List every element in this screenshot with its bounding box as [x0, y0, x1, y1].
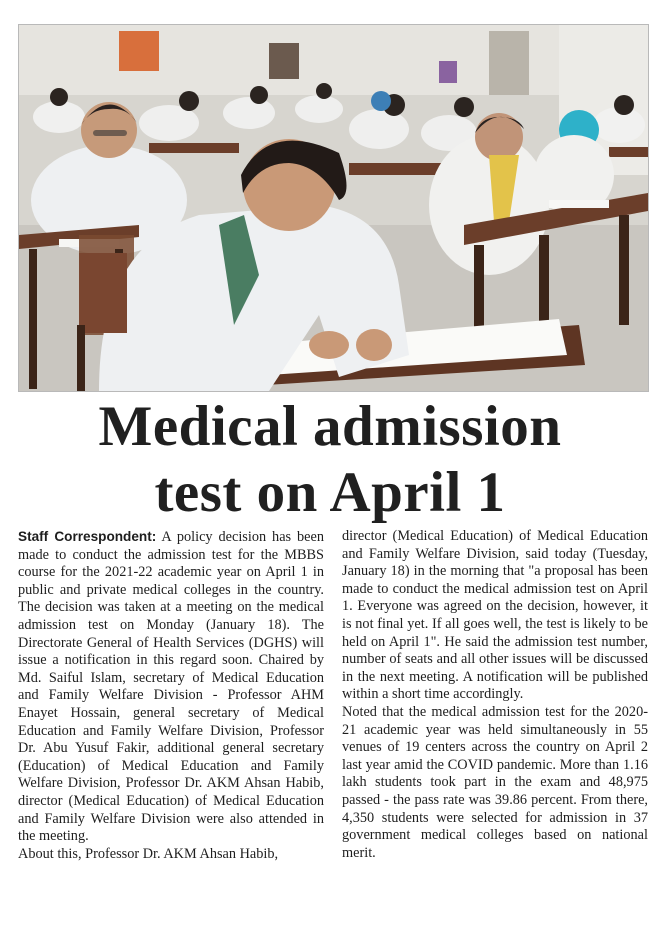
paragraph: About this, Professor Dr. AKM Ahsan Habib, — [18, 845, 279, 862]
column-right — [342, 528, 648, 932]
paragraph: Noted that the medical admission test for the 2020-21 academic year was held simultaneously in 55 venues of 19 centers across the country on April 2 last year amid the COVID pandemic. More than 1.16 lakh students took part in the exam and 48,975 passed - the pass rate was 39.86 percent. From there, 4,350 students were selected for admission in 37 government medical colleges based on national merit. — [342, 703, 648, 861]
article-body — [18, 528, 648, 932]
headline-line-2: test on April 1 — [154, 461, 506, 524]
headline — [0, 394, 660, 526]
paragraph: director (Medical Education) of Medical Education and Family Welfare Division, said today (Tuesday, January 18) in the morning that "a proposal has been made to conduct the medical admission test on April 1. Everyone was agreed on the decision, however, it is not final yet. If all goes well, the test is likely to be held on April 1". He said the admission test number, number of seats and all other issues will be discussed in the next meeting. A notification will be published within a short time accordingly. — [342, 528, 648, 703]
paragraph-text: A policy decision has been made to conduct the admission test for the MBBS course for the 2021-22 academic year on April 1 in public and private medical colleges in the country. The decision was taken at a meeting on the medical admission test on Monday (January 18). The Directorate General of Health Services (DGHS) will issue a notification in this regard soon. Chaired by Md. Saiful Islam, secretary of Medical Education and Family Welfare Division - Professor AHM Enayet Hossain, general secretary of Medical Education and Family Welfare Division, Professor Dr. Abu Yusuf Fakir, additional general secretary (Education) of Medical Education and Family Welfare Division, Professor Dr. AKM Ahsan Habib, director (Medical Education) of Medical Education and Family Welfare Division were also attended in the meeting. — [18, 529, 324, 845]
byline: Staff Correspondent: — [18, 529, 157, 544]
column-left — [18, 528, 324, 932]
paragraph — [18, 528, 324, 846]
exam-hall-photo — [18, 24, 649, 392]
headline-line-1: Medical admission — [98, 395, 562, 458]
